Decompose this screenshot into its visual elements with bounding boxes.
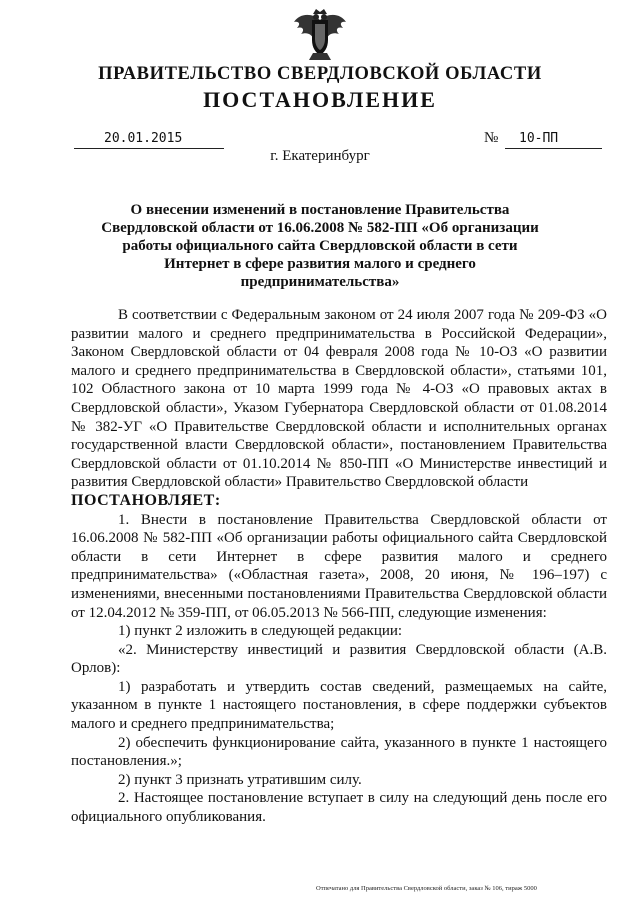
paragraph-1-item-2: «2. Министерству инвестиций и развития Свердловской области (А.В. Орлов):: [71, 641, 607, 677]
paragraph-1: 1. Внести в постановление Правительства Свердловской области от 16.06.2008 № 582-ПП «Об организации работы официального сайта Свердловской области в сети Интернет в сфере развития малого и среднего предпринимательства» («Областная газета», 2008, 20 июня, № 196–197) с изменениями, внесенными постановлениями Правительства Свердловской области от 12.04.2012 № 359-ПП, от 06.05.2013 № 566-ПП, следующие изменения:: [71, 511, 607, 621]
paragraph-1-item-3: 1) разработать и утвердить состав сведений, размещаемых на сайте, указанном в пункте 1 настоящего постановления, в сфере поддержки субъектов малого и среднего предпринимательства;: [71, 678, 607, 733]
decrees-heading: ПОСТАНОВЛЯЕТ:: [71, 491, 221, 509]
document-type: ПОСТАНОВЛЕНИЕ: [203, 87, 437, 112]
print-note: Отпечатано для Правительства Свердловской области, заказ № 106, тираж 5000: [316, 885, 537, 892]
paragraph-1-item-1: 1) пункт 2 изложить в следующей редакции:: [118, 623, 403, 640]
document-number: 10-ПП: [505, 131, 602, 149]
paragraph-2: 2. Настоящее постановление вступает в силу на следующий день после его официального опубликования.: [71, 790, 607, 826]
number-sign: №: [484, 130, 499, 146]
paragraph-1-item-5: 2) пункт 3 признать утратившим силу.: [118, 771, 362, 788]
document-body: [71, 306, 607, 827]
document-title: О внесении изменений в постановление Правительства Свердловской области от 16.06.2008 № 582-ПП «Об организации работы официального сайта Свердловской области в сети Интернет в сфере развития малого и среднего предпринимательства»: [101, 202, 539, 290]
city: г. Екатеринбург: [270, 148, 370, 164]
document-date: 20.01.2015: [74, 131, 224, 149]
government-name: ПРАВИТЕЛЬСТВО СВЕРДЛОВСКОЙ ОБЛАСТИ: [98, 64, 542, 84]
coat-of-arms-icon: [291, 6, 349, 62]
paragraph-1-item-4: 2) обеспечить функционирование сайта, указанного в пункте 1 настоящего постановления.»;: [71, 734, 607, 770]
preamble-paragraph: В соответствии с Федеральным законом от 24 июля 2007 года № 209-ФЗ «О развитии малого и среднего предпринимательства в Российской Федерации», Законом Свердловской области от 04 февраля 2008 года № 10-ОЗ «О развитии малого и среднего предпринимательства в Свердловской области», статьями 101, 102 Областного закона от 10 марта 1999 года № 4-ОЗ «О правовых актах в Свердловской области», Указом Губернатора Свердловской области от 01.08.2014 № 382-УГ «О Правительстве Свердловской области и исполнительных органах государственной власти Свердловской области», постановлением Правительства Свердловской области от 01.10.2014 № 850-ПП «О Министерстве инвестиций и развития Свердловской области» Правительство Свердловской области: [71, 307, 607, 491]
